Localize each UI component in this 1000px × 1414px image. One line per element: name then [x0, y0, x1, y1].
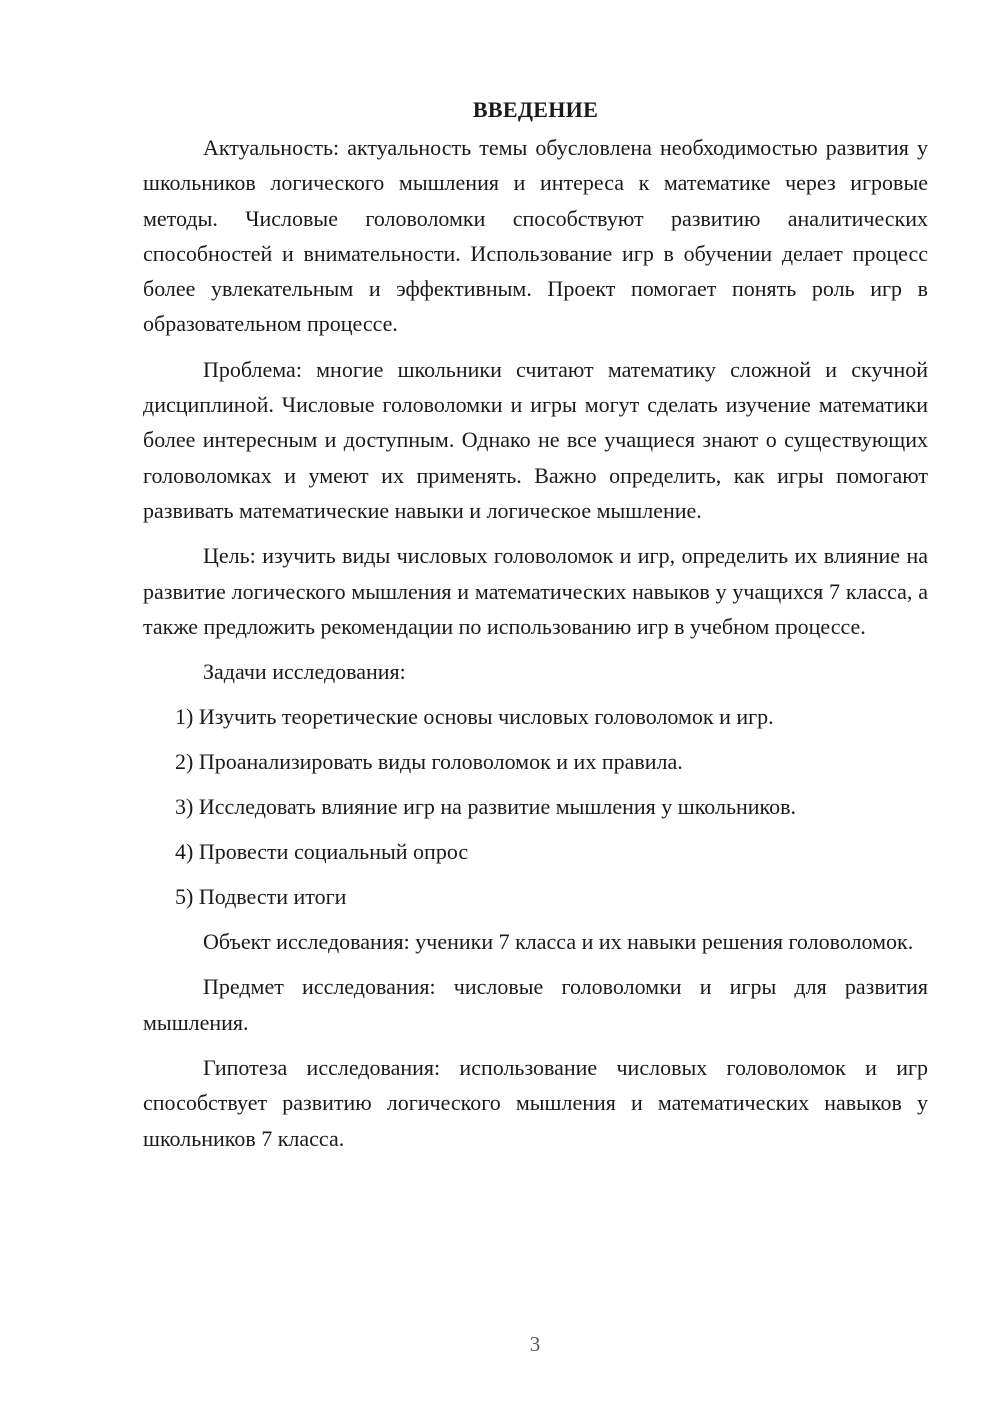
paragraph-relevance: Актуальность: актуальность темы обусловлена необходимостью развития у школьников логического мышления и интереса к математике через игровые методы. Числовые головоломки способствуют развитию аналитических способностей и внимательности. Использование игр в обучении делает процесс более увлекательным и эффективным. Проект помогает понять роль игр в образовательном процессе.: [143, 135, 928, 337]
page-number: 3: [529, 1332, 541, 1356]
list-item: 1) Изучить теоретические основы числовых головоломок и игр.: [175, 704, 774, 730]
document-page: [143, 92, 928, 1166]
paragraph-hypothesis: Гипотеза исследования: использование числовых головоломок и игр способствует развитию логического мышления и математических навыков у школьников 7 класса.: [143, 1055, 928, 1151]
list-item: 3) Исследовать влияние игр на развитие мышления у школьников.: [175, 794, 797, 820]
paragraph-problem: Проблема: многие школьники считают математику сложной и скучной дисциплиной. Числовые головоломки и игры могут сделать изучение математики более интересным и доступным. Однако не все учащиеся знают о существующих головоломках и умеют их применять. Важно определить, как игры помогают развивать математические навыки и логическое мышление.: [143, 356, 928, 523]
list-item: 4) Провести социальный опрос: [175, 839, 469, 865]
list-item: 2) Проанализировать виды головоломок и их правила.: [175, 749, 683, 775]
list-item: 5) Подвести итоги: [175, 884, 347, 910]
paragraph-goal: Цель: изучить виды числовых головоломок и игр, определить их влияние на развитие логического мышления и математических навыков у учащихся 7 класса, а также предложить рекомендации по использованию игр в учебном процессе.: [143, 543, 928, 639]
paragraph-object: Объект исследования: ученики 7 класса и их навыки решения головоломок.: [203, 929, 914, 955]
tasks-heading: Задачи исследования:: [203, 659, 406, 685]
section-title: ВВЕДЕНИЕ: [472, 97, 599, 122]
paragraph-subject: Предмет исследования: числовые головоломки и игры для развития мышления.: [143, 974, 928, 1035]
tasks-list: [143, 699, 928, 914]
